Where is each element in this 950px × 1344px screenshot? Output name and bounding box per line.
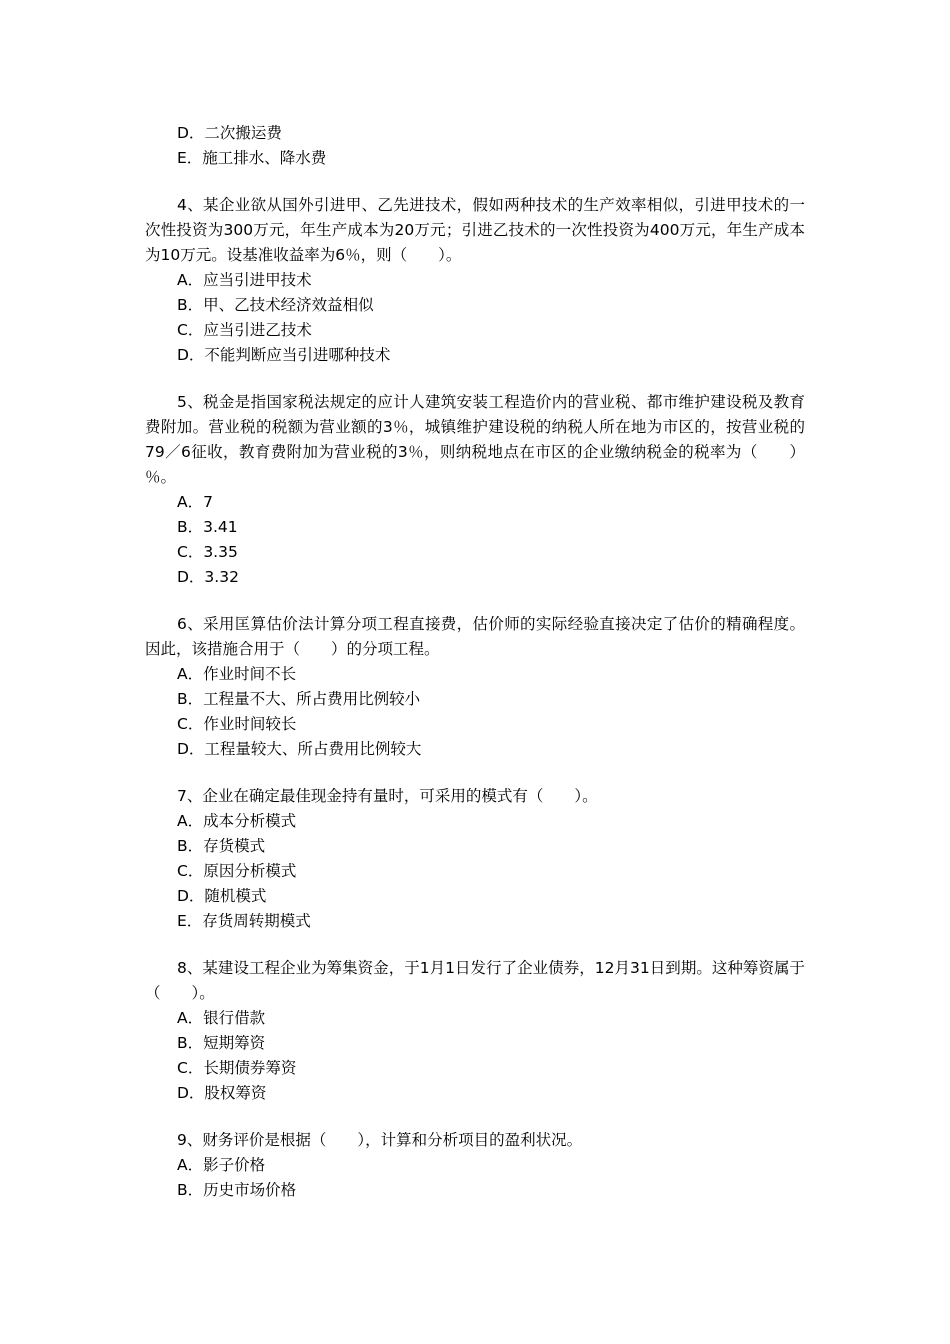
option-line: B．甲、乙技术经济效益相似	[177, 296, 374, 314]
document-page	[145, 121, 805, 1203]
question-stem: 7、企业在确定最佳现金持有量时，可采用的模式有（ ）。	[177, 787, 598, 805]
question-8	[145, 956, 805, 1106]
option-line: C．应当引进乙技术	[177, 321, 312, 339]
option-line: D．二次搬运费	[177, 124, 282, 142]
option-line: D．股权筹资	[177, 1084, 267, 1102]
question-stem: 9、财务评价是根据（ ），计算和分析项目的盈利状况。	[177, 1131, 583, 1149]
question-stem: 8、某建设工程企业为筹集资金，于1月1日发行了企业债券，12月31日到期。这种筹资属于（ ）。	[145, 959, 805, 1002]
option-line: D．随机模式	[177, 887, 267, 905]
option-line: D．不能判断应当引进哪种技术	[177, 346, 391, 364]
option-line: B．工程量不大、所占费用比例较小	[177, 690, 421, 708]
option-line: A．作业时间不长	[177, 665, 297, 683]
option-line: A．7	[177, 493, 213, 511]
option-line: E．存货周转期模式	[177, 912, 311, 930]
option-line: B．存货模式	[177, 837, 266, 855]
option-line: A．银行借款	[177, 1009, 266, 1027]
question-6	[145, 612, 805, 762]
option-line: B．短期筹资	[177, 1034, 266, 1052]
option-line: B．历史市场价格	[177, 1181, 297, 1199]
question-stem: 5、税金是指国家税法规定的应计人建筑安装工程造价内的营业税、都市维护建设税及教育费附加。营业税的税额为营业额的3％，城镇维护建设税的纳税人所在地为市区的，按营业税的79／6征收，教育费附加为营业税的3％，则纳税地点在市区的企业缴纳税金的税率为（ ）％。	[145, 393, 805, 486]
question-stem: 6、采用匡算估价法计算分项工程直接费，估价师的实际经验直接决定了估价的精确程度。因此，该措施合用于（ ）的分项工程。	[145, 615, 805, 658]
option-line: C．3.35	[177, 543, 238, 561]
option-line: A．应当引进甲技术	[177, 271, 312, 289]
question-7	[145, 784, 805, 934]
question-5	[145, 390, 805, 590]
option-line: C．原因分析模式	[177, 862, 297, 880]
question-3-tail	[145, 121, 805, 171]
option-line: B．3.41	[177, 518, 238, 536]
option-line: C．作业时间较长	[177, 715, 297, 733]
option-line: A．成本分析模式	[177, 812, 297, 830]
option-line: C．长期债券筹资	[177, 1059, 297, 1077]
question-9	[145, 1128, 805, 1203]
question-4	[145, 193, 805, 368]
option-line: D．3.32	[177, 568, 239, 586]
option-line: D．工程量较大、所占费用比例较大	[177, 740, 422, 758]
option-line: E．施工排水、降水费	[177, 149, 327, 167]
option-line: A．影子价格	[177, 1156, 266, 1174]
question-stem: 4、某企业欲从国外引进甲、乙先进技术，假如两种技术的生产效率相似，引进甲技术的一次性投资为300万元，年生产成本为20万元；引进乙技术的一次性投资为400万元，年生产成本为10万元。设基准收益率为6％，则（ ）。	[145, 196, 805, 264]
